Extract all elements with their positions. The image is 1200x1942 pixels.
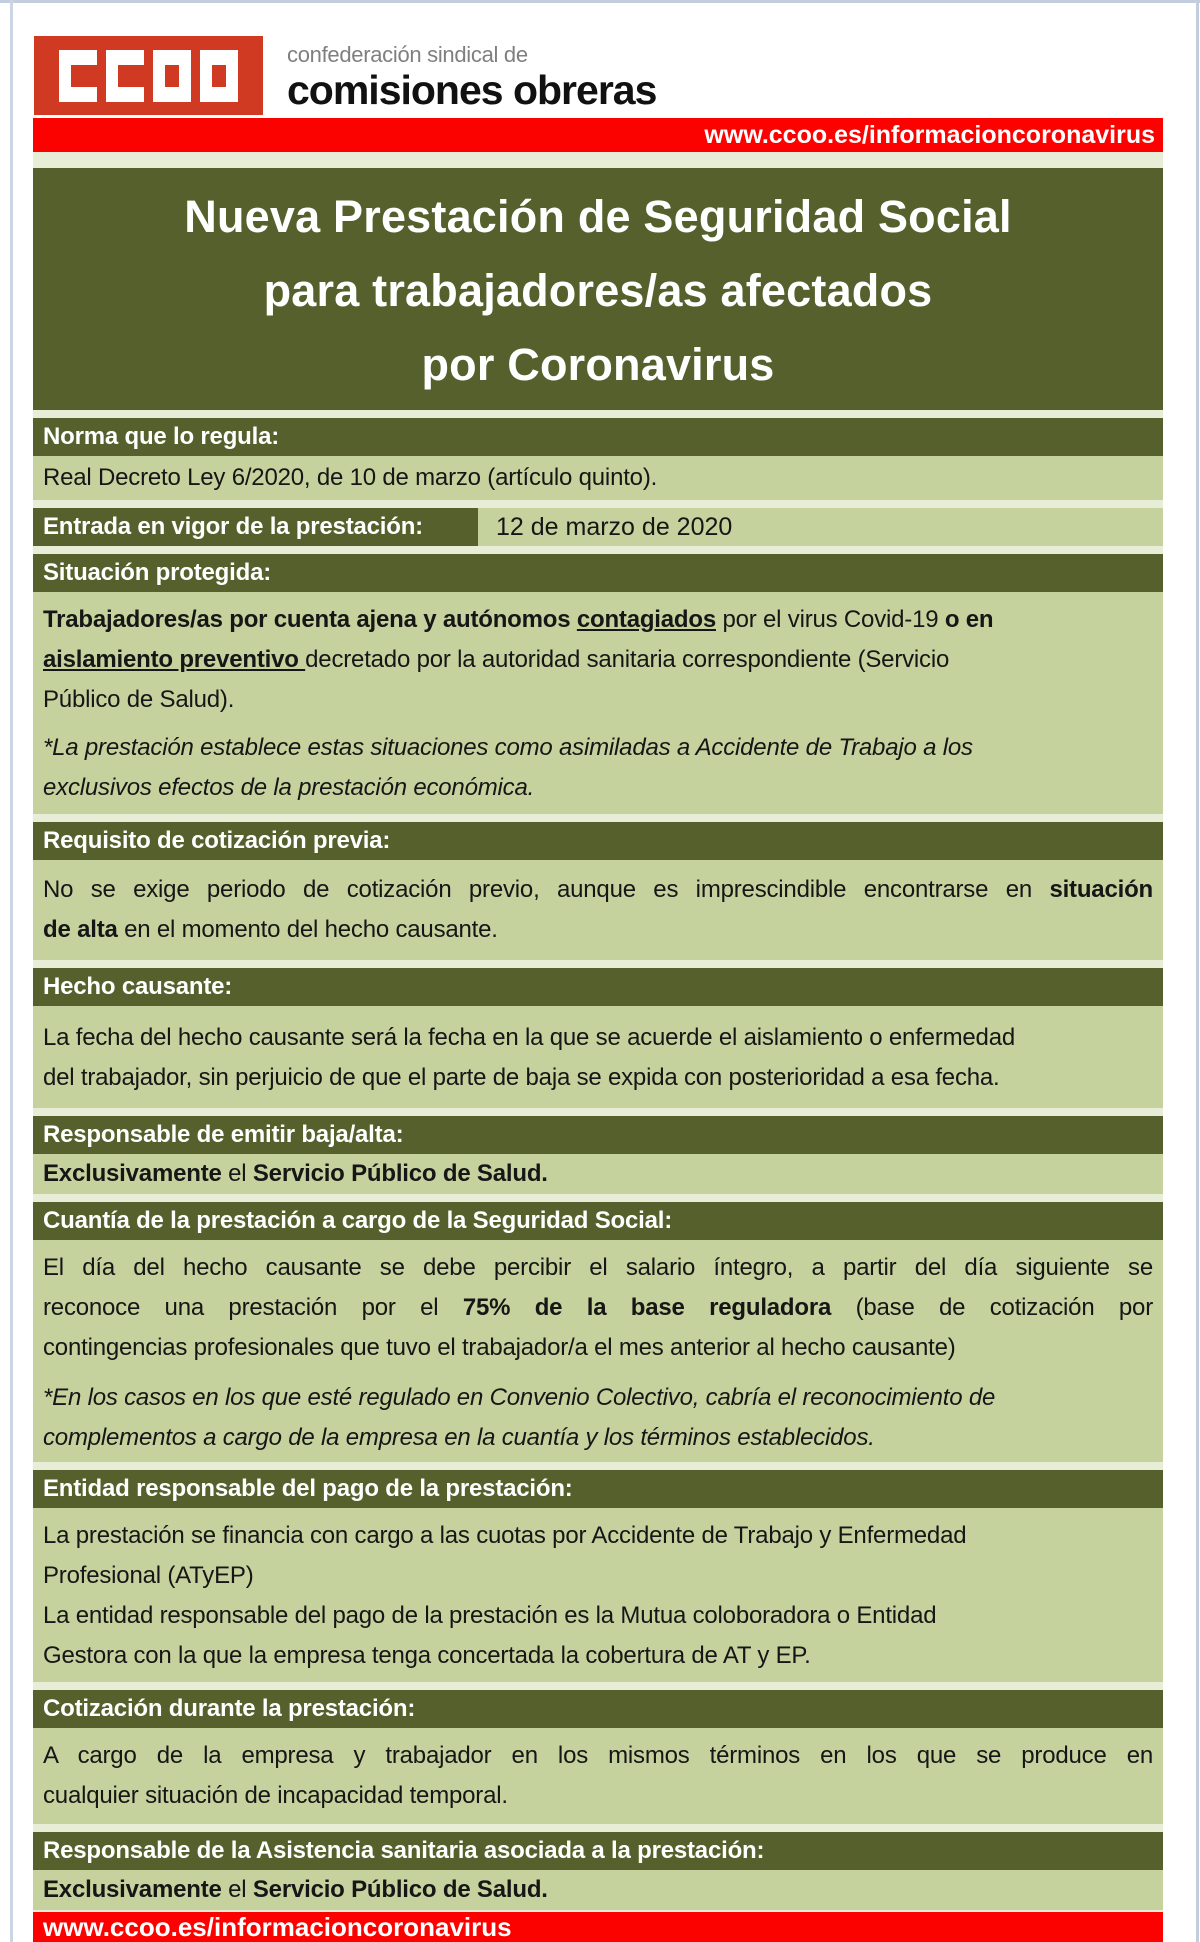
- section-header-cuantia: Cuantía de la prestación a cargo de la Seguridad Social:: [33, 1202, 1163, 1240]
- section-body-cuantia: [33, 1240, 1163, 1462]
- logo-letter-o: [153, 50, 191, 102]
- spacer: [33, 1824, 1163, 1832]
- logo-letter-o: [200, 50, 238, 102]
- section-body-norma: Real Decreto Ley 6/2020, de 10 de marzo (artículo quinto).: [33, 456, 1163, 500]
- spacer: [33, 500, 1163, 508]
- section-row-vigor: [33, 508, 1163, 546]
- cuantia-paragraph-1: El día del hecho causante se debe percibir el salario íntegro, a partir del día siguiente se reconoce una prestación por el 75% de la base reguladora (base de cotización por contingencias profesionales que tuvo el trabajador/a el mes anterior al hecho causante): [43, 1254, 1153, 1361]
- section-body-requisito: No se exige periodo de cotización previo, aunque es imprescindible encontrarse en situación de alta en el momento del hecho causante.: [33, 860, 1163, 960]
- section-body-situacion: [33, 592, 1163, 814]
- section-body-resp-baja: Exclusivamente el Servicio Público de Salud.: [33, 1154, 1163, 1194]
- section-header-hecho: Hecho causante:: [33, 968, 1163, 1006]
- section-body-entidad: La prestación se financia con cargo a las cuotas por Accidente de Trabajo y Enfermedad Profesional (ATyEP) La entidad responsable del pago de la prestación es la Mutua coloboradora o Entidad Gestora con la que la empresa tenga concertada la cobertura de AT y EP.: [33, 1508, 1163, 1682]
- vigor-date-value: 12 de marzo de 2020: [478, 508, 1163, 546]
- left-border-line: [10, 0, 13, 1942]
- section-header-norma: Norma que lo regula:: [33, 418, 1163, 456]
- logo-letter-c: [59, 50, 97, 102]
- spacer: [33, 1108, 1163, 1116]
- tagline-small: confederación sindical de: [287, 42, 528, 67]
- spacer: [33, 410, 1163, 418]
- org-tagline: [287, 42, 656, 112]
- logo-letter-c: [106, 50, 144, 102]
- section-header-resp-asistencia: Responsable de la Asistencia sanitaria asociada a la prestación:: [33, 1832, 1163, 1870]
- spacer: [33, 152, 1163, 168]
- spacer: [33, 960, 1163, 968]
- spacer: [33, 546, 1163, 554]
- spacer: [43, 1368, 1153, 1378]
- top-border-line: [0, 0, 1200, 3]
- url-bar-top: www.ccoo.es/informacioncoronavirus: [33, 118, 1163, 152]
- section-body-hecho: La fecha del hecho causante será la fecha en la que se acuerde el aislamiento o enfermedad del trabajador, sin perjuicio de que el parte de baja se expida con posterioridad a esa fecha.: [33, 1006, 1163, 1108]
- right-border-line: [1196, 0, 1199, 1942]
- flyer-column: [33, 118, 1163, 1942]
- section-header-situacion: Situación protegida:: [33, 554, 1163, 592]
- tagline-large: comisiones obreras: [287, 67, 657, 113]
- section-header-cotizacion: Cotización durante la prestación:: [33, 1690, 1163, 1728]
- url-bar-footer: www.ccoo.es/informacioncoronavirus: [33, 1912, 1163, 1942]
- situacion-paragraph-2: *La prestación establece estas situaciones como asimiladas a Accidente de Trabajo a los exclusivos efectos de la prestación económica.: [43, 734, 973, 801]
- section-header-vigor: Entrada en vigor de la prestación:: [33, 508, 478, 546]
- spacer: [33, 814, 1163, 822]
- section-header-entidad: Entidad responsable del pago de la prestación:: [33, 1470, 1163, 1508]
- spacer: [33, 1682, 1163, 1690]
- title-line-1: Nueva Prestación de Seguridad Social: [184, 191, 1012, 242]
- spacer: [33, 1194, 1163, 1202]
- title-block: [33, 168, 1163, 410]
- spacer: [43, 720, 1153, 728]
- section-header-resp-baja: Responsable de emitir baja/alta:: [33, 1116, 1163, 1154]
- cuantia-paragraph-2: *En los casos en los que esté regulado en Convenio Colectivo, cabría el reconocimiento de complementos a cargo de la empresa en la cuantía y los términos establecidos.: [43, 1384, 996, 1451]
- section-header-requisito: Requisito de cotización previa:: [33, 822, 1163, 860]
- title-line-2: para trabajadores/as afectados: [263, 265, 933, 316]
- spacer: [33, 1462, 1163, 1470]
- ccoo-logo: [34, 36, 263, 115]
- situacion-paragraph-1: Trabajadores/as por cuenta ajena y autónomos contagiados por el virus Covid-19 o en aislamiento preventivo decretado por la autoridad sanitaria correspondiente (Servicio Público de Salud).: [43, 606, 994, 713]
- title-line-3: por Coronavirus: [421, 339, 775, 390]
- section-body-resp-asistencia: Exclusivamente el Servicio Público de Salud.: [33, 1870, 1163, 1910]
- section-body-cotizacion: A cargo de la empresa y trabajador en los mismos términos en los que se produce en cualquier situación de incapacidad temporal.: [33, 1728, 1163, 1824]
